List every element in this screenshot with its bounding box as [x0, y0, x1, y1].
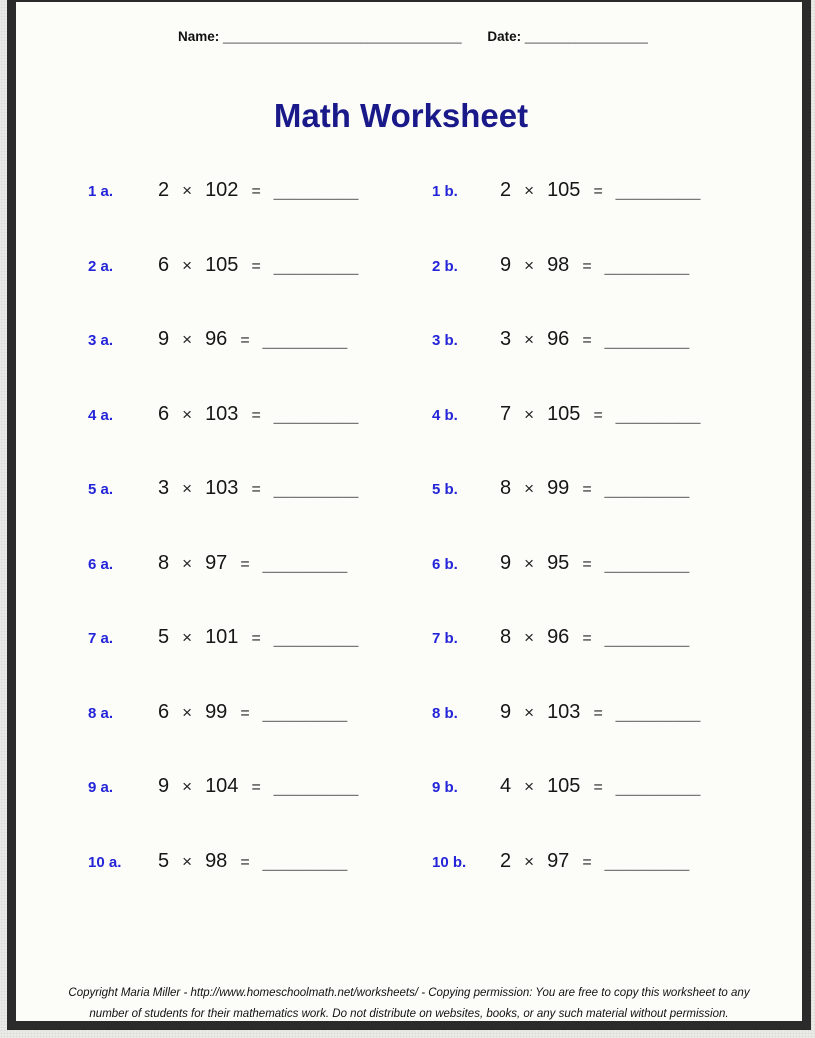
factor-2: 103: [205, 402, 239, 425]
problem-row: [16, 850, 802, 925]
answer-blank: ________: [262, 701, 348, 723]
problem-row: [16, 552, 802, 627]
equals-sign: =: [240, 704, 250, 722]
answer-blank: ________: [273, 776, 359, 798]
answer-blank: ________: [604, 329, 690, 351]
equals-sign: =: [582, 630, 592, 648]
equation-a: [158, 701, 347, 724]
answer-blank: ________: [615, 180, 701, 201]
equals-sign: =: [582, 853, 592, 871]
problem-label-a: 6 a.: [88, 555, 114, 573]
factor-1: 9: [500, 700, 512, 723]
factor-2: 96: [205, 328, 228, 351]
factor-1: 9: [500, 551, 512, 574]
times-icon: ×: [524, 553, 535, 573]
factor-2: 103: [547, 700, 581, 723]
problem-label-b: 1 b.: [432, 183, 458, 200]
equals-sign: =: [251, 183, 261, 200]
problem-label-a: 2 a.: [88, 257, 114, 275]
equals-sign: =: [251, 406, 261, 424]
times-icon: ×: [182, 255, 193, 275]
times-icon: ×: [524, 181, 535, 200]
equals-sign: =: [240, 555, 250, 573]
problem-row: [16, 775, 802, 850]
copyright-footer: [16, 983, 802, 1025]
problem-label-a: 10 a.: [88, 853, 122, 871]
name-date-header: [178, 29, 648, 44]
factor-2: 97: [547, 849, 570, 872]
equation-b: [500, 477, 689, 500]
equation-a: [158, 850, 347, 873]
problem-label-a: 4 a.: [88, 406, 114, 424]
factor-2: 103: [205, 477, 239, 500]
answer-blank: ________: [604, 254, 690, 276]
problem-row: [16, 701, 802, 776]
answer-blank: ________: [273, 403, 359, 425]
times-icon: ×: [524, 777, 535, 797]
times-icon: ×: [182, 628, 193, 648]
factor-1: 2: [500, 179, 512, 201]
answer-blank: ________: [615, 701, 701, 723]
factor-1: 9: [158, 328, 170, 351]
factor-1: 3: [500, 328, 512, 351]
factor-2: 105: [547, 179, 581, 201]
problem-label-b: 10 b.: [432, 853, 467, 871]
equation-b: [500, 254, 689, 277]
date-label: Date:: [487, 29, 522, 44]
times-icon: ×: [524, 255, 535, 275]
equation-b: [500, 179, 700, 202]
times-icon: ×: [524, 479, 535, 499]
factor-1: 8: [500, 626, 512, 649]
factor-1: 6: [158, 700, 170, 723]
equation-a: [158, 403, 358, 426]
times-icon: ×: [524, 702, 535, 722]
problem-label-a: 8 a.: [88, 704, 114, 722]
problems-grid: [16, 179, 802, 924]
times-icon: ×: [524, 404, 535, 424]
problem-label-b: 2 b.: [432, 257, 458, 275]
times-icon: ×: [182, 777, 193, 797]
equals-sign: =: [582, 481, 592, 499]
equals-sign: =: [251, 481, 261, 499]
factor-1: 8: [158, 551, 170, 574]
copyright-line-2: number of students for their mathematics work. Do not distribute on websites, books, or any such material without permission.: [89, 1008, 729, 1020]
answer-blank: ________: [604, 627, 690, 649]
copyright-line-1: Copyright Maria Miller - http://www.homeschoolmath.net/worksheets/ - Copying permission: You are free to copy this worksheet to any: [68, 987, 750, 999]
equation-b: [500, 552, 689, 575]
equals-sign: =: [593, 183, 603, 200]
factor-2: 99: [547, 477, 570, 500]
problem-label-b: 8 b.: [432, 704, 458, 722]
factor-1: 7: [500, 402, 512, 425]
times-icon: ×: [182, 330, 193, 350]
equation-b: [500, 775, 700, 798]
problem-row: [16, 403, 802, 478]
problem-label-b: 7 b.: [432, 630, 458, 648]
times-icon: ×: [182, 181, 193, 200]
times-icon: ×: [524, 628, 535, 648]
answer-blank: ________: [273, 180, 359, 201]
factor-2: 102: [205, 179, 239, 201]
factor-2: 99: [205, 700, 228, 723]
problem-label-b: 9 b.: [432, 779, 458, 797]
equals-sign: =: [582, 555, 592, 573]
equation-a: [158, 552, 347, 575]
problem-row: [16, 179, 802, 254]
factor-1: 6: [158, 402, 170, 425]
equation-b: [500, 626, 689, 649]
equation-b: [500, 701, 700, 724]
equation-b: [500, 850, 689, 873]
equation-a: [158, 254, 358, 277]
equals-sign: =: [251, 257, 261, 275]
factor-2: 98: [205, 849, 228, 872]
name-label: Name:: [178, 29, 220, 44]
times-icon: ×: [182, 553, 193, 573]
equals-sign: =: [240, 332, 250, 350]
factor-1: 8: [500, 477, 512, 500]
factor-1: 6: [158, 253, 170, 276]
factor-1: 4: [500, 775, 512, 798]
problem-label-a: 3 a.: [88, 332, 114, 350]
factor-1: 5: [158, 849, 170, 872]
problem-label-a: 7 a.: [88, 630, 114, 648]
factor-2: 98: [547, 253, 570, 276]
equation-a: [158, 775, 358, 798]
equals-sign: =: [240, 853, 250, 871]
problem-label-a: 1 a.: [88, 183, 114, 200]
equals-sign: =: [593, 704, 603, 722]
equals-sign: =: [582, 257, 592, 275]
problem-label-a: 5 a.: [88, 481, 114, 499]
problem-row: [16, 328, 802, 403]
equation-a: [158, 328, 347, 351]
answer-blank: ________: [615, 776, 701, 798]
factor-1: 2: [158, 179, 170, 201]
problem-row: [16, 626, 802, 701]
times-icon: ×: [182, 479, 193, 499]
answer-blank: ________: [262, 552, 348, 574]
equation-b: [500, 328, 689, 351]
equation-a: [158, 477, 358, 500]
factor-2: 105: [547, 402, 581, 425]
problem-label-b: 5 b.: [432, 481, 458, 499]
problem-label-b: 3 b.: [432, 332, 458, 350]
times-icon: ×: [182, 851, 193, 871]
factor-2: 105: [205, 253, 239, 276]
times-icon: ×: [182, 702, 193, 722]
answer-blank: ________: [273, 478, 359, 500]
factor-2: 96: [547, 626, 570, 649]
problem-label-b: 6 b.: [432, 555, 458, 573]
problem-row: [16, 477, 802, 552]
date-blank-line: _________________: [524, 29, 648, 44]
equals-sign: =: [582, 332, 592, 350]
equals-sign: =: [251, 630, 261, 648]
factor-2: 96: [547, 328, 570, 351]
name-blank-line: _________________________________: [223, 29, 462, 44]
factor-2: 95: [547, 551, 570, 574]
equation-a: [158, 626, 358, 649]
times-icon: ×: [524, 851, 535, 871]
problem-row: [16, 254, 802, 329]
times-icon: ×: [524, 330, 535, 350]
answer-blank: ________: [604, 478, 690, 500]
answer-blank: ________: [262, 329, 348, 351]
equation-a: [158, 179, 358, 202]
factor-1: 5: [158, 626, 170, 649]
factor-1: 2: [500, 849, 512, 872]
equation-b: [500, 403, 700, 426]
factor-1: 9: [158, 775, 170, 798]
answer-blank: ________: [273, 627, 359, 649]
factor-2: 104: [205, 775, 239, 798]
equals-sign: =: [251, 779, 261, 797]
worksheet-page: [7, 0, 811, 1030]
factor-2: 97: [205, 551, 228, 574]
factor-1: 3: [158, 477, 170, 500]
page-title: Math Worksheet: [273, 97, 529, 134]
times-icon: ×: [182, 404, 193, 424]
answer-blank: ________: [604, 850, 690, 872]
factor-2: 105: [547, 775, 581, 798]
problem-label-b: 4 b.: [432, 406, 458, 424]
factor-1: 9: [500, 253, 512, 276]
equals-sign: =: [593, 406, 603, 424]
answer-blank: ________: [604, 552, 690, 574]
answer-blank: ________: [615, 403, 701, 425]
problem-label-a: 9 a.: [88, 779, 114, 797]
factor-2: 101: [205, 626, 239, 649]
answer-blank: ________: [262, 850, 348, 872]
equals-sign: =: [593, 779, 603, 797]
answer-blank: ________: [273, 254, 359, 276]
